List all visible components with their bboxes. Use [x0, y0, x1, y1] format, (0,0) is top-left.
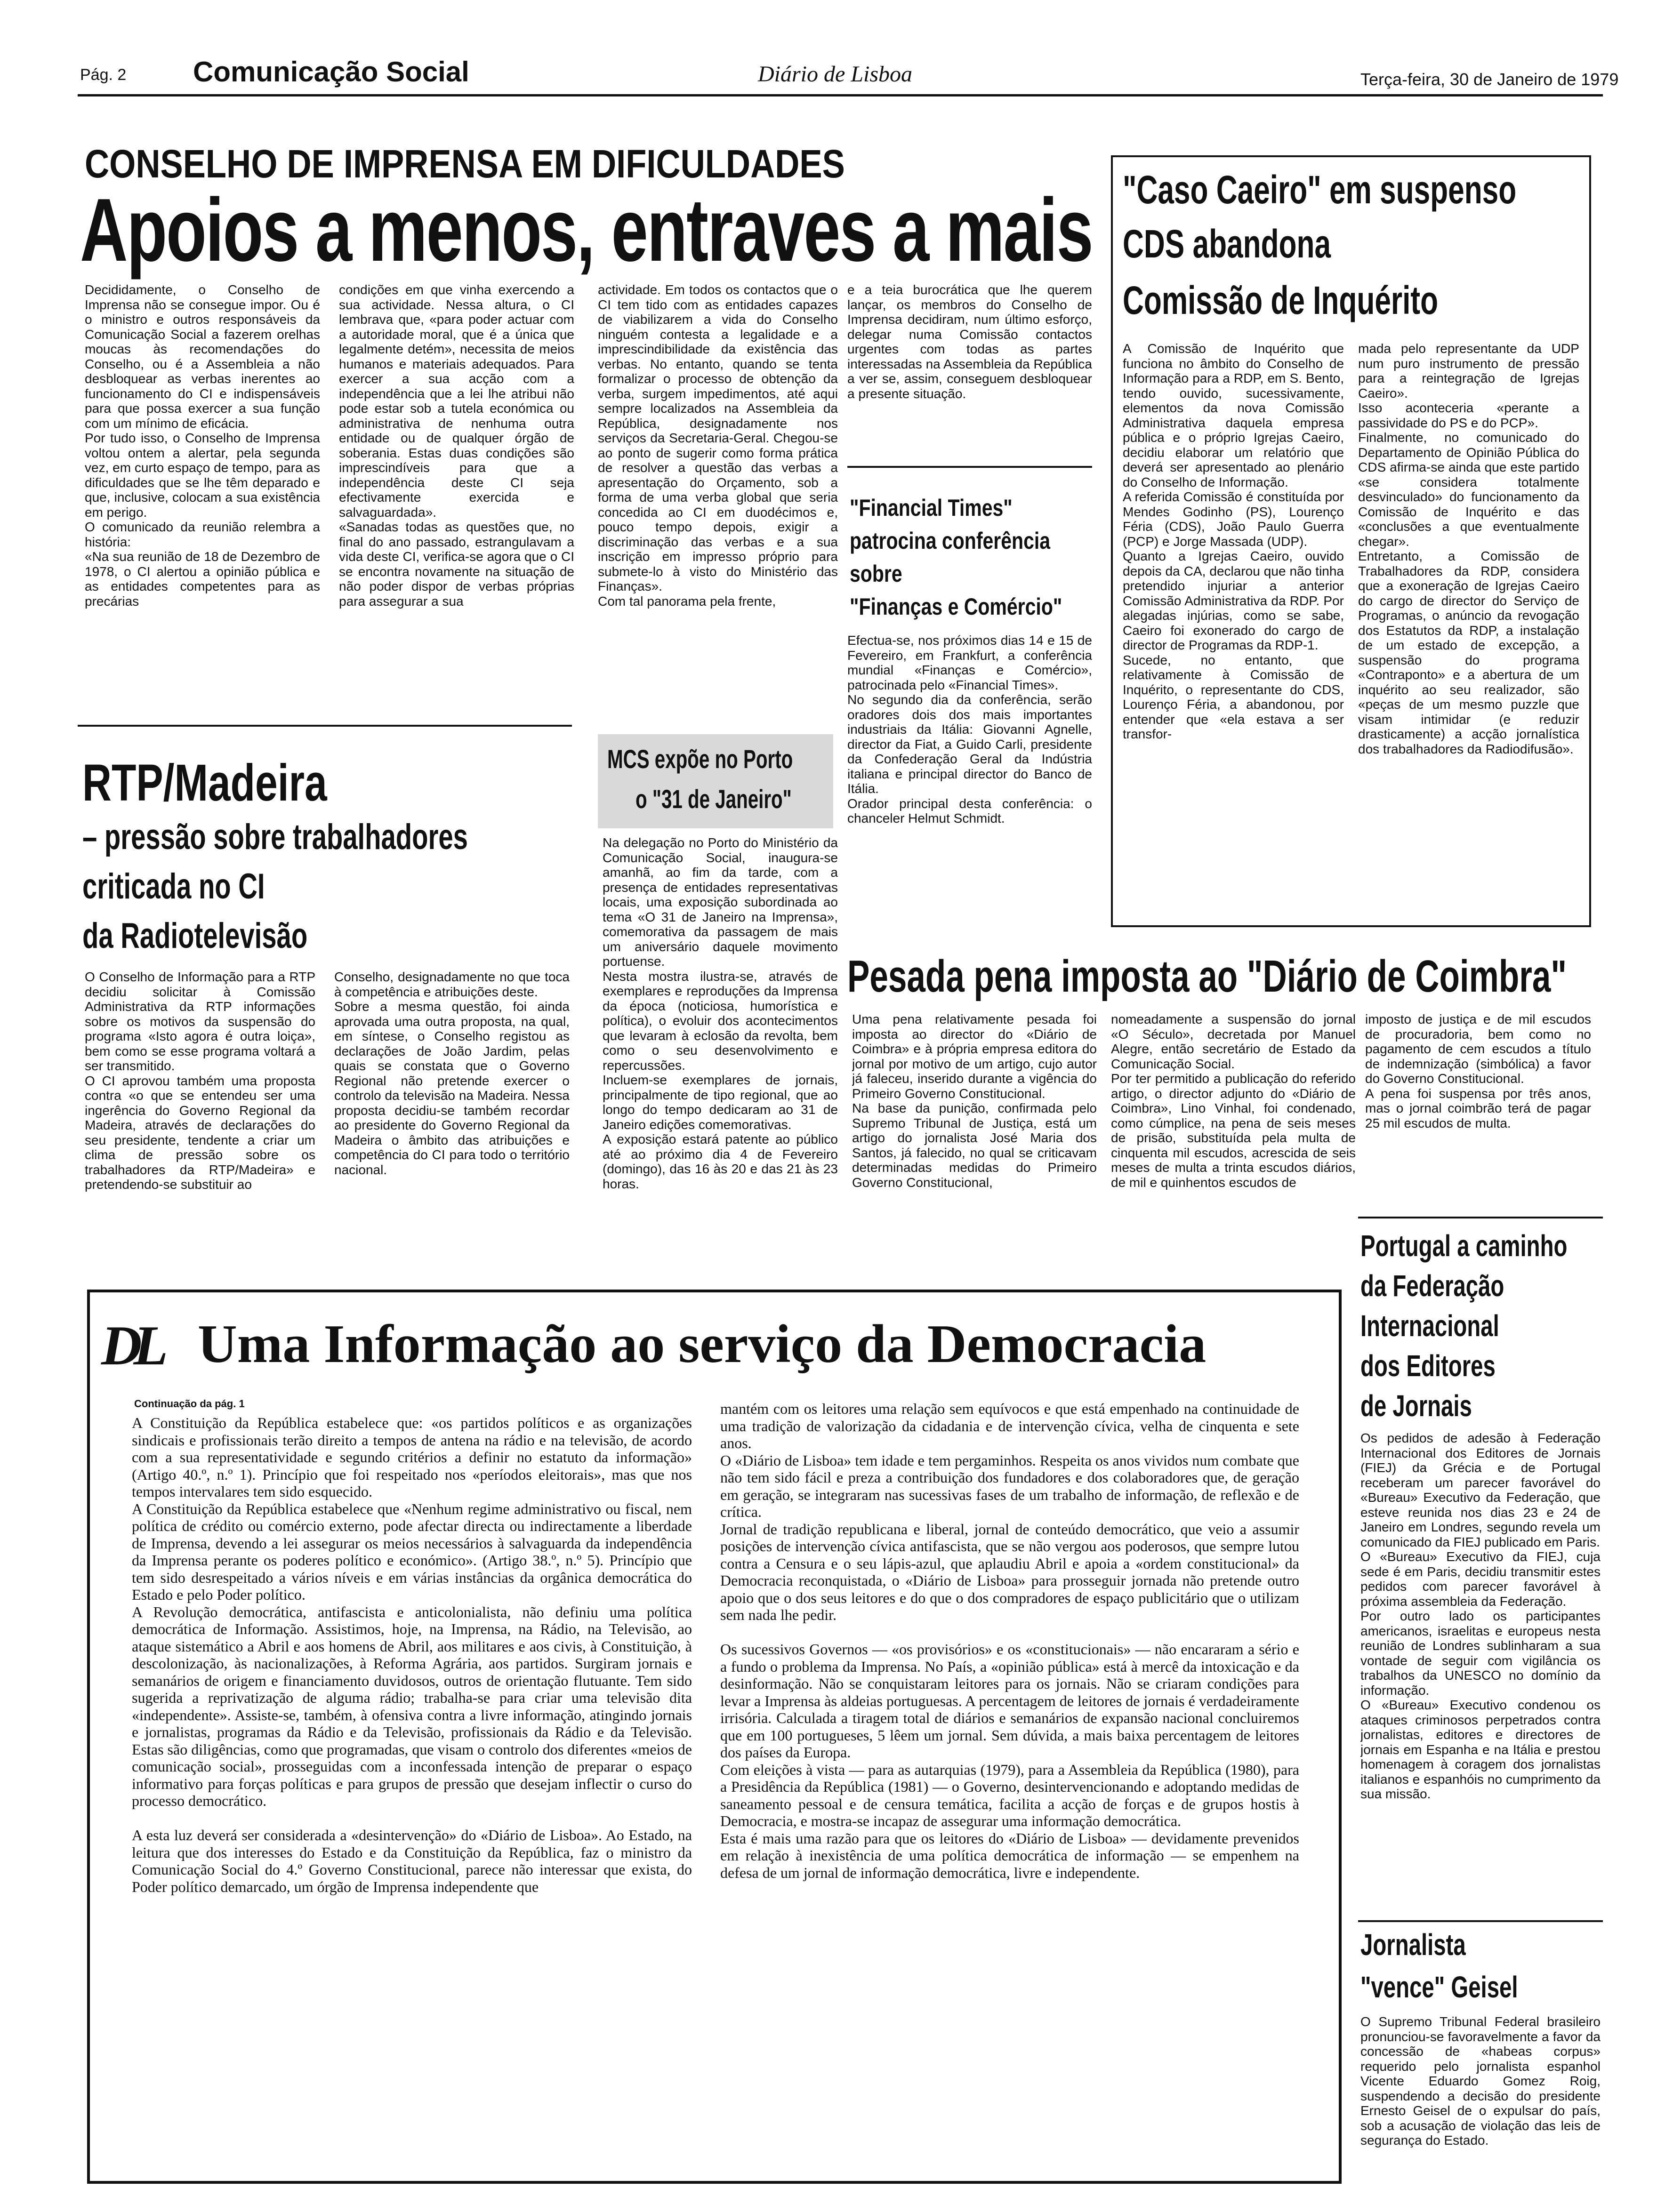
- section-title: Comunicação Social: [193, 56, 469, 88]
- fiej-title-5: de Jornais: [1360, 1389, 1472, 1423]
- ft-title-4: "Finanças e Comércio": [850, 593, 1062, 620]
- page-number: Pág. 2: [80, 66, 127, 84]
- caso-headline-1: "Caso Caeiro" em suspenso: [1123, 168, 1517, 212]
- rtp-title: RTP/Madeira: [82, 754, 327, 812]
- caso-col-2: mada pelo representante da UDP num puro instrumento de pressão para a reintegração de Igrejas Caeiro». Isso aconteceria «perante a passividade do PS e do PCP». Finalmente, no comunicado do Departamento de Opinião Pública do CDS afirma-se ainda que este partido «se considera totalmente desvinculado» do funcionamento da Comissão de Inquérito e das «conclusões a que eventualmente chegar». Entretanto, a Comissão de Trabalhadores da RDP, considera que a exoneração de Igrejas Caeiro do cargo de director do Serviço de Programas, o anúncio da revogação dos Estatutos da RDP, a instalação de um estado de excepção, a suspensão do programa «Contraponto» e a abertura de um inquérito ao seu realizador, são «peças de um mesmo puzzle que visam intimidar (e reduzir drasticamente) a acção jornalística dos trabalhadores da Radiodifusão».: [1358, 341, 1579, 756]
- editorial-logo: DL: [101, 1314, 160, 1377]
- rtp-rule: [78, 725, 572, 727]
- fiej-title-4: dos Editores: [1360, 1349, 1496, 1383]
- ft-rule: [847, 466, 1092, 468]
- ft-title-1: "Financial Times": [850, 495, 1013, 521]
- editorial-col-2: mantém com os leitores uma relação sem equívocos e que está empenhado na continuidade de uma tradição de valorização da cidadania e de intervenção cívica, velha de cinquenta e sete anos. O «Diário de Lisboa» tem idade e tem pergaminhos. Respeita os anos vividos num combate que não tem sido fácil e preza a contribuição dos fundadores e dos colaboradores que, de geração em geração, se integraram nas sucessivas fases de um trabalho de informação, de reflexão e de crítica. Jornal de tradição republicana e liberal, jornal de conteúdo democrático, que veio a assumir posições de intervenção cívica antifascista, que se não vergou aos poderosos, que sempre lutou contra a Censura e o seu lápis-azul, que aplaudiu Abril e apoia a «ordem constitucional» da Democracia reconquistada, o «Diário de Lisboa» para prosseguir jornada não pretende outro apoio que o dos seus leitores e do que o dos compradores de espaço publicitário que o utilizam sem nada lhe pedir. Os sucessivos Governos — «os provisórios» e os «constitucionais» — não encararam a sério e a fundo o problema da Imprensa. No País, a «opinião pública» está à mercê da intoxicação e da desinformação. Não se conquistaram leitores para os jornais. Não se criaram condições para levar a Imprensa às aldeias portuguesas. A percentagem de leitores de jornais é verdadeiramente irrisória. Calculada a tiragem total de diários e semanários de expansão nacional concluiremos que em 100 portugueses, 5 lêem um jornal. Sem dúvida, a mais baixa percentagem de leitores dos países da Europa. Com eleições à vista — para as autarquias (1979), para a Assembleia da República (1980), para a Presidência da República (1981) — o Governo, desintervencionando e adoptando medidas de saneamento pessoal e de censura temática, facilita a acção de forças e de grupos hostis à Democracia, e mostra-se incapaz de assegurar uma informação democrática. Esta é mais uma razão para que os leitores do «Diário de Lisboa» — devidamente prevenidos em relação à inexistência de uma política democrática de informação — se empenhem na defesa de um jornal de informação democrática, livre e independente.: [720, 1400, 1299, 1881]
- fiej-title-1: Portugal a caminho: [1360, 1229, 1568, 1263]
- main-col-1: Decididamente, o Conselho de Imprensa não se consegue impor. Ou é o ministro e outros responsáveis da Comunicação Social a fazerem orelhas moucas às recomendações do Conselho, ou é a Assembleia a não desbloquear as verbas inerentes ao funcionamento do CI e indispensáveis para que possa exercer a sua função com um mínimo de eficácia. Por tudo isso, o Conselho de Imprensa voltou ontem a alertar, pela segunda vez, em curto espaço de tempo, para as dificuldades que se lhe têm deparado e que, inclusive, colocam a sua existência em perigo. O comunicado da reunião relembra a história: «Na sua reunião de 18 de Dezembro de 1978, o CI alertou a opinião pública e as entidades competentes para as precárias: [85, 282, 320, 609]
- geisel-title-2: "vence" Geisel: [1360, 1970, 1518, 2004]
- rtp-subtitle-1: – pressão sobre trabalhadores: [82, 817, 468, 857]
- masthead-rule: [78, 94, 1603, 96]
- main-kicker: CONSELHO DE IMPRENSA EM DIFICULDADES: [85, 142, 845, 186]
- coimbra-col-2: nomeadamente a suspensão do jornal «O Século», decretada por Manuel Alegre, então secretário de Estado da Comunicação Social. Por ter permitido a publicação do referido artigo, o director adjunto do «Diário de Coimbra», Lino Vinhal, foi condenado, como cúmplice, na pena de seis meses de prisão, substituída pela multa de cinquenta mil escudos, acrescida de seis meses de multa a trinta escudos diários, de mil e quinhentos escudos de: [1111, 1012, 1356, 1190]
- ft-body: Efectua-se, nos próximos dias 14 e 15 de Fevereiro, em Frankfurt, a conferência mundial «Finanças e Comércio», patrocinada pelo «Financial Times». No segundo dia da conferência, serão oradores dois dos mais importantes industriais da Itália: Giovanni Agnelle, director da Fiat, a Guido Carli, presidente da Confederação Geral da Indústria italiana e principal director do Banco de Itália. Orador principal desta conferência: o chanceler Helmut Schmidt.: [847, 633, 1092, 825]
- editorial-title: Uma Informação ao serviço da Democracia: [198, 1314, 1207, 1374]
- editorial-continuation: Continuação da pág. 1: [134, 1398, 245, 1410]
- geisel-rule: [1358, 1920, 1603, 1922]
- coimbra-col-1: Uma pena relativamente pesada foi imposta ao director do «Diário de Coimbra» e à própria empresa editora do jornal por motivo de um artigo, cujo autor já faleceu, inserido durante a vigência do Primeiro Governo Constitucional. Na base da punição, confirmada pelo Supremo Tribunal de Justiça, está um artigo do jornalista José Maria dos Santos, já falecido, no qual se criticavam determinadas medidas do Primeiro Governo Constitucional,: [852, 1012, 1097, 1190]
- main-headline: Apoios a menos, entraves a mais: [80, 180, 1093, 280]
- rtp-subtitle-3: da Radiotelevisão: [82, 916, 308, 956]
- mcs-body: Na delegação no Porto do Ministério da Comunicação Social, inaugura-se amanhã, ao fim da tarde, com a presença de entidades representativas locais, uma exposição subordinada ao tema «O 31 de Janeiro na Imprensa», comemorativa da passagem de mais um aniversário daquele movimento portuense. Nesta mostra ilustra-se, através de exemplares e reproduções da Imprensa da época (noticiosa, humorística e política), o evoluir dos acontecimentos que levaram à eclosão da revolta, bem como o seu desenvolvimento e repercussões. Incluem-se exemplares de jornais, principalmente de tipo regional, que ao longo do tempo dedicaram ao 31 de Janeiro edições comemorativas. A exposição estará patente ao público até ao próximo dia 4 de Fevereiro (domingo), das 16 às 20 e das 21 às 23 horas.: [603, 835, 838, 1191]
- fiej-body: Os pedidos de adesão à Federação Internacional dos Editores de Jornais (FIEJ) da Grécia e de Portugal receberam um parecer favorável do «Bureau» Executivo da Federação, que esteve reunida nos dias 23 e 24 de Janeiro em Londres, segundo revela um comunicado da FIEJ publicado em Paris. O «Bureau» Executivo da FIEJ, cuja sede é em Paris, decidiu transmitir estes pedidos com parecer favorável à próxima assembleia da Federação. Por outro lado os participantes americanos, israelitas e europeus nesta reunião de Londres sublinharam a sua vontade de seguir com vigilância os trabalhos da UNESCO no domínio da informação. O «Bureau» Executivo condenou os ataques criminosos perpetrados contra jornalistas, editores e directores de jornais em Espanha e na Itália e prestou homenagem à coragem dos jornalistas italianos e espanhóis no cumprimento da sua missão.: [1360, 1431, 1601, 1801]
- fiej-title-2: da Federação: [1360, 1269, 1504, 1303]
- editorial-col-1: A Constituição da República estabelece que: «os partidos políticos e as organizações sindicais e profissionais terão direito a tempos de antena na rádio e na televisão, de acordo com a sua representatividade e segundo critérios a definir no estatuto da informação» (Artigo 40.º, n.º 1). Princípio que foi respeitado nos «períodos eleitorais», mas que nos tempos intervalares tem sido esquecido. A Constituição da República estabelece que «Nenhum regime administrativo ou fiscal, nem política de crédito ou comércio externo, pode afectar directa ou indirectamente a liberdade de Imprensa, devendo a lei assegurar os meios necessários à salvaguarda da independência da Imprensa perante os poderes político e económico». (Artigo 38.º, n.º 5). Princípio que tem sido desrespeitado a vários níveis e em várias instâncias da orgânica democrática do Estado e pelo Poder político. A Revolução democrática, antifascista e anticolonialista, não definiu uma política democrática de Informação. Assistimos, hoje, na Imprensa, na Rádio, na Televisão, ao ataque sistemático a Abril e aos homens de Abril, aos militares e aos civis, à Constituição, à descolonização, às nacionalizações, à Reforma Agrária, aos partidos. Surgiram jornais e semanários de origem e financiamento duvidosos, outros de orientação flutuante. Tem sido sugerida a reprivatização de alguma rádio; trabalha-se para criar uma televisão dita «independente». Assiste-se, também, à ofensiva contra a livre informação, atingindo jornais e jornalistas, programas da Rádio e da Televisão, profissionais da Rádio e da Televisão. Estas são diligências, como que programadas, que visam o controlo dos diferentes «meios de comunicação social», prosseguidas com a inconfessada intenção de preparar o espaço informativo para forças políticas e para grupos de pressão que desejam inflectir o curso do processo democrático. A esta luz deverá ser considerada a «desintervenção» do «Diário de Lisboa». Ao Estado, na leitura que dos interesses do Estado e da Constituição da República, faz o ministro da Comunicação Social do 4.º Governo Constitucional, parece não interessar que exista, do Poder político demarcado, um órgão de Imprensa independente que: [132, 1414, 692, 1895]
- coimbra-title: Pesada pena imposta ao "Diário de Coimbra": [847, 951, 1567, 1002]
- mcs-title-2: o "31 de Janeiro": [635, 784, 792, 814]
- main-col-4: e a teia burocrática que lhe querem lançar, os membros do Conselho de Imprensa decidiram, num último esforço, delegar numa Comissão contactos urgentes com todas as partes interessadas na Assembleia da República a ver se, assim, conseguem desbloquear a presente situação.: [847, 282, 1092, 401]
- main-col-3: actividade. Em todos os contactos que o CI tem tido com as entidades capazes de viabilizarem a vida do Conselho ninguém contesta a legalidade e a imprescindibilidade da existência das verbas. No entanto, quando se tenta formalizar o processo de obtenção da verba, surgem impedimentos, até aqui sempre localizados na Assembleia da República, designadamente nos serviços da Secretaria-Geral. Chegou-se ao ponto de sugerir como forma prática de resolver a questão das verbas a apresentação do Orçamento, sob a forma de uma verba global que seria concedida ao CI em duodécimos e, pouco tempo depois, exigir a discriminação das verbas e a sua inscrição em impresso próprio para submete-lo à visto do Ministério das Finanças». Com tal panorama pela frente,: [598, 282, 838, 609]
- caso-col-1: A Comissão de Inquérito que funciona no âmbito do Conselho de Informação para a RDP, em S. Bento, tendo ouvido, sucessivamente, elementos da nova Comissão Administrativa daquela empresa pública e o próprio Igrejas Caeiro, decidiu elaborar um relatório que deverá ser apresentado ao plenário do Conselho de Informação. A referida Comissão é constituída por Mendes Godinho (PS), Lourenço Féria (CDS), João Paulo Guerra (PCP) e Jorge Massada (UDP). Quanto a Igrejas Caeiro, ouvido depois da CA, declarou que não tinha pretendido injuriar a anterior Comissão Administrativa da RDP. Por alegadas injúrias, como se sabe, Caeiro foi exonerado do cargo de director de Programas da RDP-1. Sucede, no entanto, que relativamente à Comissão de Inquérito, o representante do CDS, Lourenço Féria, a abandonou, por entender que «ela estava a ser transfor-: [1123, 341, 1344, 741]
- geisel-body: O Supremo Tribunal Federal brasileiro pronunciou-se favoravelmente a favor da concessão de «habeas corpus» requerido pelo jornalista espanhol Vicente Eduardo Gomez Roig, suspendendo a decisão do presidente Ernesto Geisel de o expulsar do país, sob a acusação de violação das leis de segurança do Estado.: [1360, 2014, 1601, 2148]
- caso-headline-3: Comissão de Inquérito: [1123, 278, 1439, 322]
- mcs-title-1: MCS expõe no Porto: [607, 744, 793, 774]
- fiej-title-3: Internacional: [1360, 1309, 1499, 1343]
- geisel-title-1: Jornalista: [1360, 1928, 1466, 1962]
- fiej-rule: [1358, 1217, 1603, 1218]
- issue-date: Terça-feira, 30 de Janeiro de 1979: [1360, 70, 1619, 89]
- rtp-subtitle-2: criticada no CI: [82, 866, 265, 906]
- rtp-col-2: Conselho, designadamente no que toca à competência e atribuições deste. Sobre a mesma questão, foi ainda aprovada uma outra proposta, na qual, em síntese, o Conselho registou as declarações de João Jardim, pelas quais se constata que o Governo Regional não pretende exercer o controlo da televisão na Madeira. Nessa proposta decidiu-se também recordar ao presidente do Governo Regional da Madeira o âmbito das atribuições e competência do CI para todo o território nacional.: [334, 970, 570, 1177]
- newspaper-name: Diário de Lisboa: [758, 62, 913, 87]
- main-col-2: condições em que vinha exercendo a sua actividade. Nessa altura, o CI lembrava que, «para poder actuar com a autoridade moral, que é a única que legalmente detém», necessita de meios humanos e materiais adequados. Para exercer a sua acção com a independência que a lei lhe atribui não pode estar sob a tutela económica ou administrativa de nenhuma outra entidade ou de qualquer órgão de soberania. Estas duas condições são imprescindíveis para que a independência deste CI seja efectivamente exercida e salvaguardada». «Sanadas todas as questões que, no final do ano passado, estrangulavam a vida deste CI, verifica-se agora que o CI se encontra novamente na situação de não poder dispor de verbas próprias para assegurar a sua: [339, 282, 574, 609]
- caso-headline-2: CDS abandona: [1123, 222, 1331, 266]
- coimbra-col-3: imposto de justiça e de mil escudos de procuradoria, bem como no pagamento de cem escudos a título de indemnização (simbólica) a favor do Governo Constitucional. A pena foi suspensa por três anos, mas o jornal coimbrão terá de pagar 25 mil escudos de multa.: [1365, 1012, 1591, 1130]
- ft-title-2: patrocina conferência: [850, 528, 1051, 554]
- ft-title-3: sobre: [850, 561, 902, 587]
- rtp-col-1: O Conselho de Informação para a RTP decidiu solicitar à Comissão Administrativa da RTP informações sobre os motivos da suspensão do programa «Isto agora é outra loiça», bem como se esse programa voltará a ser transmitido. O CI aprovou também uma proposta contra «o que se entendeu ser uma ingerência do Governo Regional da Madeira, através de declarações do seu presidente, tendente a criar um clima de pressão sobre os trabalhadores da RTP/Madeira» e pretendendo-se substituir ao: [85, 970, 315, 1192]
